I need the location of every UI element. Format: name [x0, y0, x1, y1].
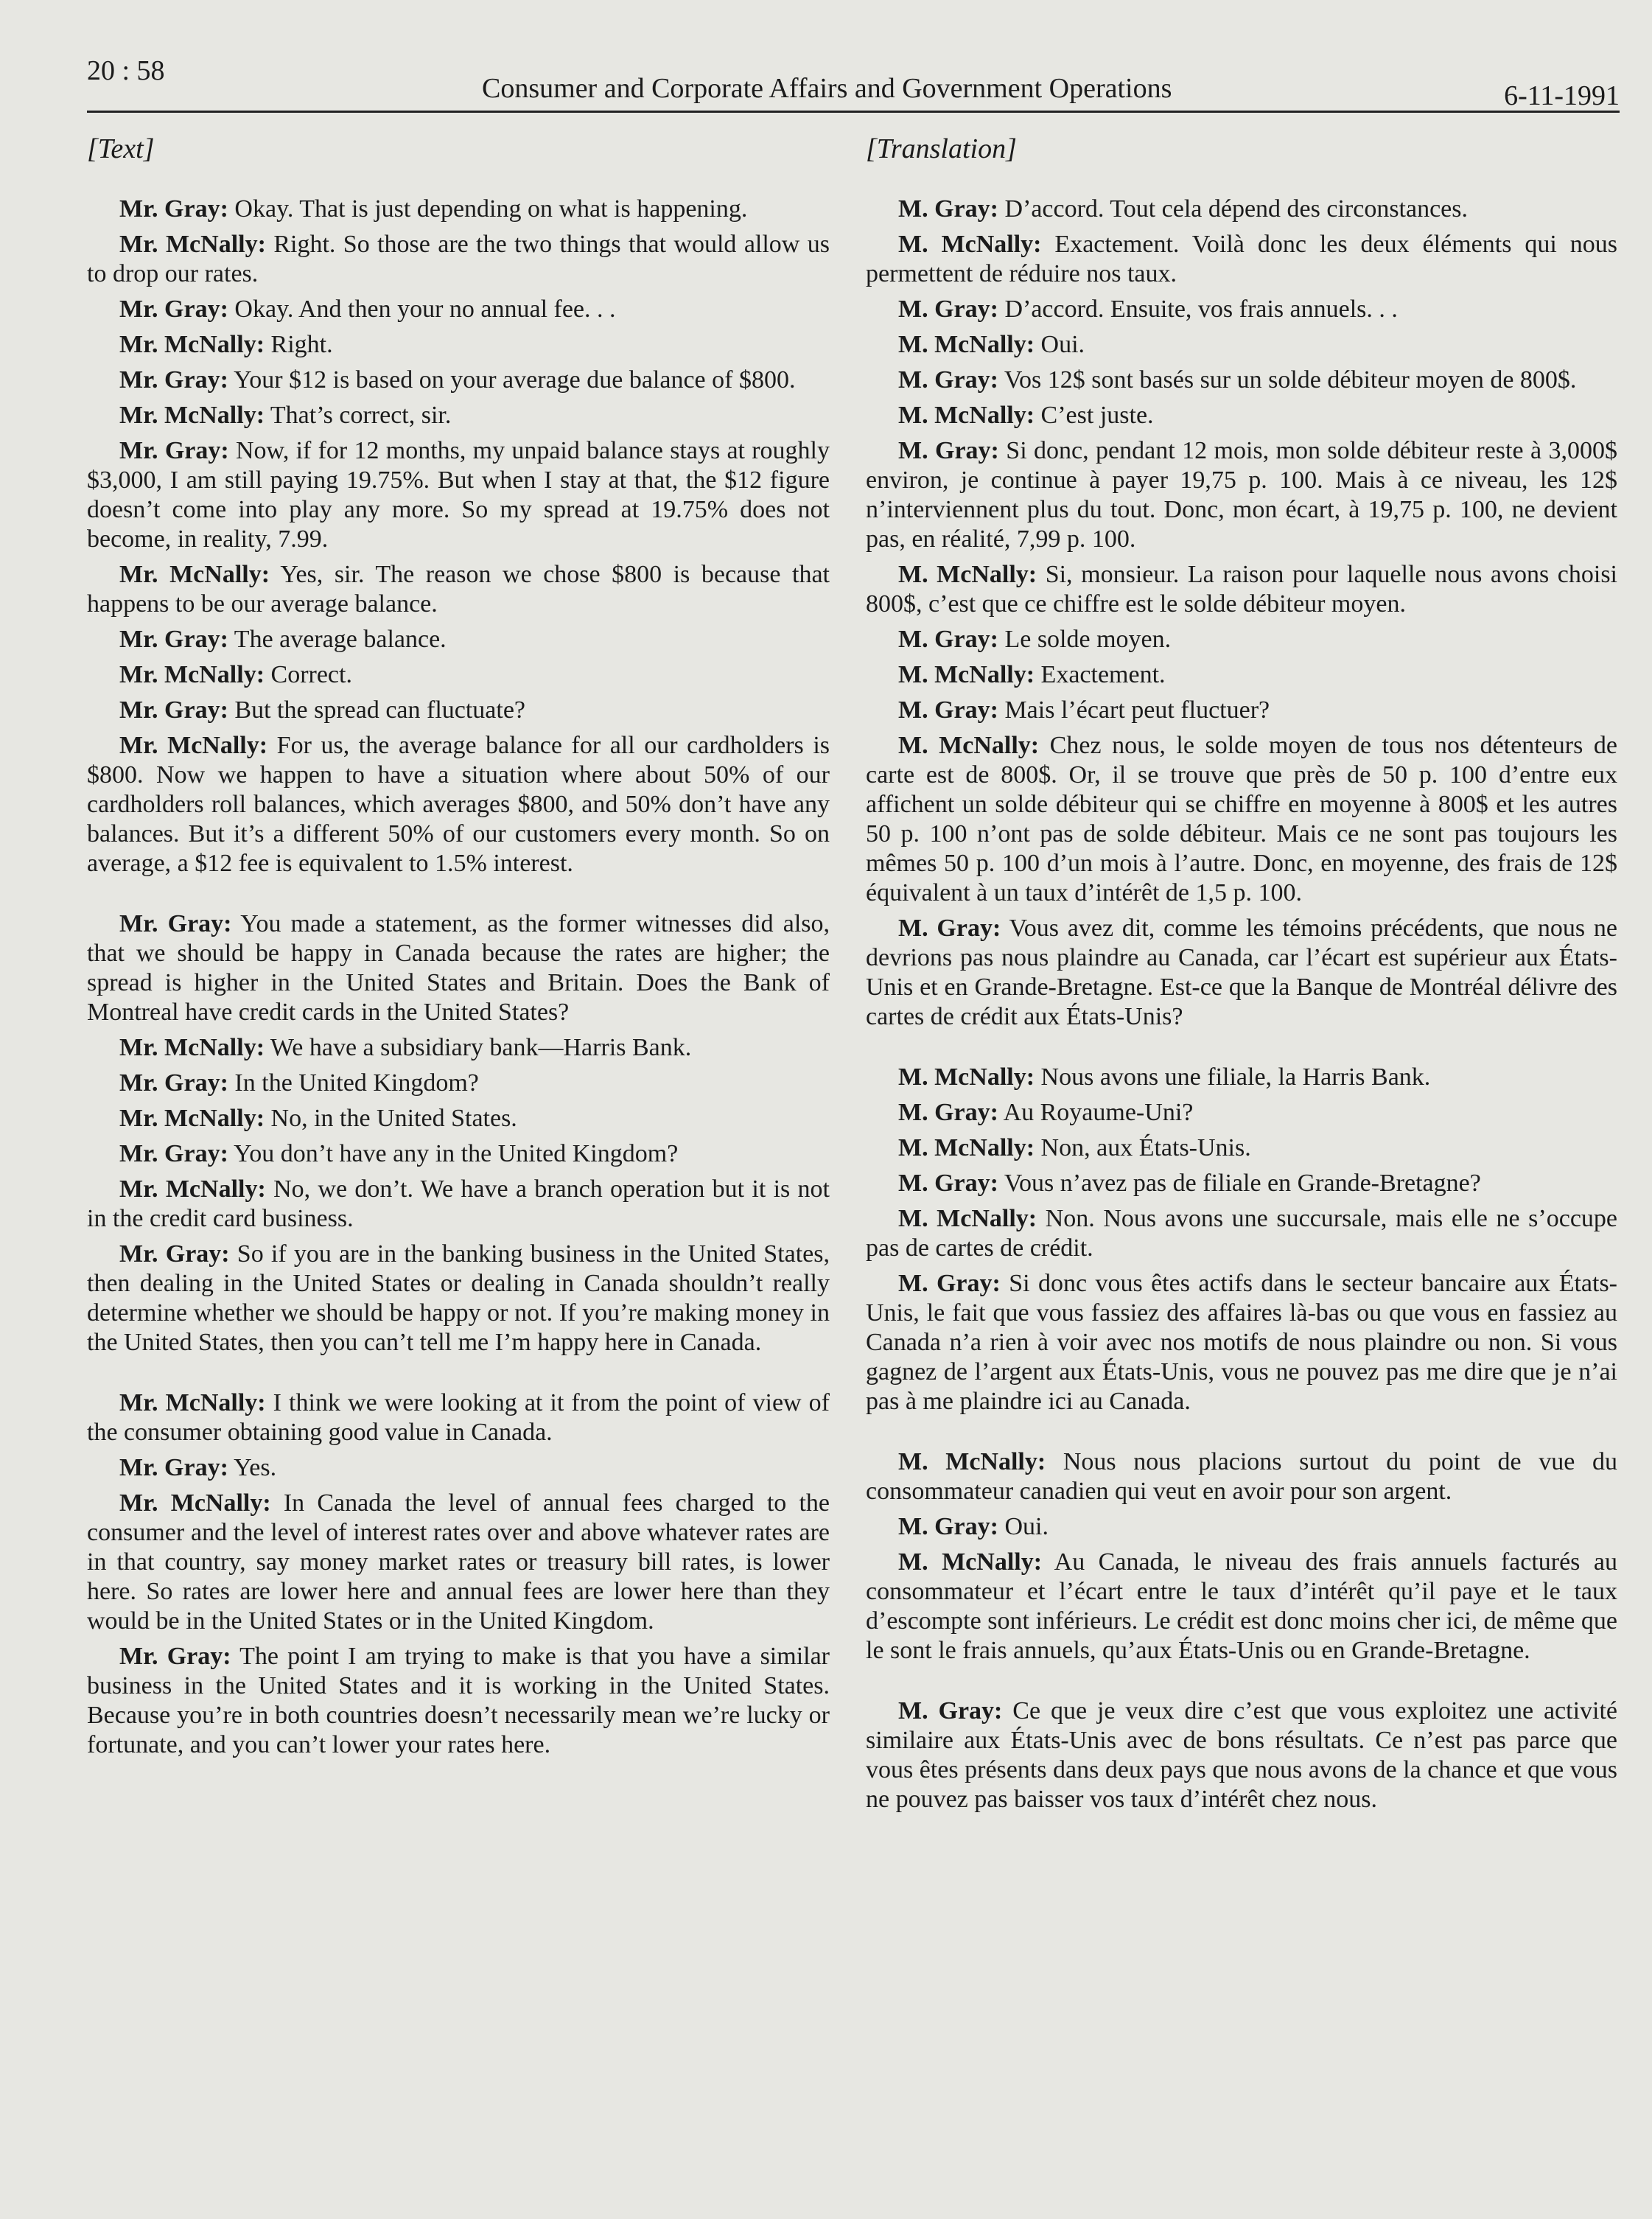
transcript-paragraph	[87, 195, 830, 224]
speech-text: You made a statement, as the former witnesses did also, that we should be happy in Canada because the rates are higher; the spread is higher in the United States and Britain. Does the Bank of Montreal have credit cards in the United States?	[87, 910, 830, 1026]
speaker-name: M. Gray:	[898, 626, 998, 653]
transcript-paragraph	[87, 1240, 830, 1357]
transcript-paragraph	[866, 1548, 1617, 1666]
speaker-name: M. Gray:	[898, 366, 998, 394]
transcript-paragraph	[866, 1098, 1617, 1128]
transcript-paragraph	[87, 436, 830, 554]
speaker-name: Mr. Gray:	[119, 696, 228, 724]
transcript-paragraph	[866, 230, 1617, 289]
speaker-name: Mr. McNally:	[119, 1105, 265, 1132]
speech-text: Your $12 is based on your average due balance of $800.	[228, 366, 796, 394]
transcript-paragraph	[87, 560, 830, 619]
transcript-paragraph	[87, 1139, 830, 1169]
speaker-name: Mr. McNally:	[119, 1489, 271, 1517]
transcript-paragraph	[866, 1269, 1617, 1416]
french-transcript	[866, 195, 1617, 1814]
speech-text: You don’t have any in the United Kingdom?	[228, 1140, 679, 1167]
speech-text: But the spread can fluctuate?	[228, 696, 526, 724]
transcript-paragraph	[866, 401, 1617, 430]
speaker-name: M. McNally:	[898, 732, 1040, 759]
transcript-paragraph	[87, 1388, 830, 1447]
page-header	[87, 49, 1620, 113]
speaker-name: Mr. Gray:	[119, 1240, 230, 1268]
speaker-name: Mr. McNally:	[119, 331, 265, 358]
speech-text: Correct.	[265, 661, 352, 688]
transcript-paragraph	[866, 660, 1617, 690]
transcript-paragraph	[866, 1133, 1617, 1163]
speech-text: Si donc, pendant 12 mois, mon solde débiteur reste à 3,000$ environ, je continue à payer 19,75 p. 100. Mais à ce niveau, les 12$ n’interviennent plus du tout. Donc, mon écart, à 19,75 p. 100, ne devient pas, en réalité, 7,99 p. 100.	[866, 437, 1617, 553]
speech-text: D’accord. Tout cela dépend des circonstances.	[998, 195, 1469, 223]
transcript-paragraph	[87, 1104, 830, 1133]
french-column	[866, 133, 1617, 1820]
speech-text: Oui.	[998, 1513, 1049, 1540]
transcript-paragraph	[87, 909, 830, 1027]
transcript-paragraph	[866, 1696, 1617, 1814]
transcript-paragraph	[866, 330, 1617, 360]
transcript-paragraph	[866, 195, 1617, 224]
speaker-name: Mr. Gray:	[119, 366, 228, 394]
speaker-name: M. McNally:	[898, 1134, 1035, 1161]
speech-text: Le solde moyen.	[998, 626, 1172, 653]
speaker-name: Mr. Gray:	[119, 626, 228, 653]
speaker-name: M. McNally:	[898, 231, 1042, 258]
speaker-name: M. Gray:	[898, 696, 998, 724]
transcript-paragraph	[87, 1033, 830, 1063]
speaker-name: M. Gray:	[898, 195, 998, 223]
speech-text: Nous nous placions surtout du point de vue du consommateur canadien qui veut en avoir pour son argent.	[866, 1448, 1617, 1505]
transcript-paragraph	[866, 696, 1617, 725]
transcript-paragraph	[866, 1512, 1617, 1542]
speech-text: The average balance.	[228, 626, 447, 653]
column-label-text: [Text]	[87, 133, 155, 164]
speech-text: Non. Nous avons une succursale, mais elle ne s’occupe pas de cartes de crédit.	[866, 1205, 1617, 1262]
speaker-name: Mr. Gray:	[119, 1140, 228, 1167]
speaker-name: M. Gray:	[898, 1170, 998, 1197]
speech-text: That’s correct, sir.	[265, 402, 452, 429]
transcript-paragraph	[866, 1447, 1617, 1506]
speaker-name: M. Gray:	[898, 1513, 998, 1540]
transcript-paragraph	[87, 295, 830, 324]
speech-text: Ce que je veux dire c’est que vous exploitez une activité similaire aux États-Unis avec de bons résultats. Ce n’est pas parce que vous êtes présents dans deux pays que nous avons de la chance et que vous ne pouvez pas baisser vos taux d’intérêt chez nous.	[866, 1697, 1617, 1813]
speaker-name: M. McNally:	[898, 1063, 1035, 1091]
speech-text: The point I am trying to make is that you have a similar business in the United States and it is working in the United States. Because you’re in both countries doesn’t necessarily mean we’re lucky or fortunate, and you can’t lower your rates here.	[87, 1643, 830, 1758]
speech-text: Exactement. Voilà donc les deux éléments qui nous permettent de réduire nos taux.	[866, 231, 1617, 287]
transcript-paragraph	[87, 330, 830, 360]
speaker-name: M. McNally:	[898, 661, 1035, 688]
speaker-name: Mr. McNally:	[119, 661, 265, 688]
page-date: 6-11-1991	[1504, 80, 1620, 111]
transcript-paragraph	[866, 560, 1617, 619]
speaker-name: Mr. McNally:	[119, 732, 268, 759]
speaker-name: Mr. McNally:	[119, 1175, 266, 1203]
transcript-paragraph	[866, 1063, 1617, 1092]
speech-text: Exactement.	[1035, 661, 1166, 688]
speaker-name: M. McNally:	[898, 331, 1035, 358]
transcript-paragraph	[866, 1204, 1617, 1263]
speaker-name: Mr. Gray:	[119, 910, 232, 937]
transcript-paragraph	[866, 914, 1617, 1032]
speaker-name: M. McNally:	[898, 1205, 1037, 1232]
speaker-name: M. Gray:	[898, 1099, 998, 1126]
transcript-paragraph	[87, 366, 830, 395]
column-label-translation: [Translation]	[866, 133, 1017, 164]
speech-text: C’est juste.	[1035, 402, 1154, 429]
speaker-name: Mr. Gray:	[119, 437, 229, 464]
transcript-paragraph	[87, 1489, 830, 1636]
english-column	[87, 133, 830, 1766]
speech-text: D’accord. Ensuite, vos frais annuels. . .	[998, 296, 1398, 323]
speech-text: Vos 12$ sont basés sur un solde débiteur moyen de 800$.	[998, 366, 1577, 394]
speech-text: No, in the United States.	[265, 1105, 517, 1132]
speaker-name: Mr. Gray:	[119, 1643, 231, 1670]
speaker-name: M. Gray:	[898, 1270, 1001, 1297]
transcript-paragraph	[87, 1069, 830, 1098]
speaker-name: M. Gray:	[898, 437, 999, 464]
speech-text: Si donc vous êtes actifs dans le secteur bancaire aux États-Unis, le fait que vous fassiez des affaires là-bas ou que vous en fassiez au Canada n’a rien à voir avec nos motifs de nous plaindre ou non. Si vous gagnez de l’argent aux États-Unis, vous ne pouvez pas me dire que je n’ai pas à me plaindre ici au Canada.	[866, 1270, 1617, 1415]
transcript-paragraph	[87, 1175, 830, 1234]
speech-text: So if you are in the banking business in the United States, then dealing in the United States or dealing in Canada shouldn’t really determine whether we should be happy or not. If you’re making money in the United States, then you can’t tell me I’m happy here in Canada.	[87, 1240, 830, 1356]
speaker-name: M. Gray:	[898, 1697, 1003, 1724]
transcript-paragraph	[866, 1169, 1617, 1198]
transcript-paragraph	[866, 366, 1617, 395]
speaker-name: Mr. Gray:	[119, 1454, 228, 1481]
speaker-name: Mr. McNally:	[119, 402, 265, 429]
speech-text: Okay. That is just depending on what is happening.	[228, 195, 748, 223]
speech-text: Au Royaume-Uni?	[998, 1099, 1194, 1126]
speech-text: Oui.	[1035, 331, 1085, 358]
running-title: Consumer and Corporate Affairs and Government Operations	[482, 73, 1172, 104]
speech-text: Yes, sir. The reason we chose $800 is because that happens to be our average balance.	[87, 561, 830, 618]
speech-text: Non, aux États-Unis.	[1035, 1134, 1251, 1161]
transcript-paragraph	[87, 230, 830, 289]
transcript-paragraph	[866, 295, 1617, 324]
speech-text: In the United Kingdom?	[228, 1069, 479, 1097]
speaker-name: Mr. Gray:	[119, 296, 228, 323]
speaker-name: M. McNally:	[898, 561, 1037, 588]
speech-text: Right.	[265, 331, 333, 358]
speech-text: Nous avons une filiale, la Harris Bank.	[1035, 1063, 1431, 1091]
page-number: 20 : 58	[87, 55, 165, 86]
speaker-name: Mr. Gray:	[119, 195, 228, 223]
speaker-name: M. McNally:	[898, 1448, 1046, 1475]
speaker-name: Mr. McNally:	[119, 1389, 266, 1416]
speech-text: Mais l’écart peut fluctuer?	[998, 696, 1270, 724]
speech-text: Right. So those are the two things that would allow us to drop our rates.	[87, 231, 830, 287]
english-transcript	[87, 195, 830, 1760]
speech-text: I think we were looking at it from the point of view of the consumer obtaining good value in Canada.	[87, 1389, 830, 1446]
speech-text: No, we don’t. We have a branch operation but it is not in the credit card business.	[87, 1175, 830, 1232]
transcript-paragraph	[87, 660, 830, 690]
transcript-paragraph	[866, 731, 1617, 908]
speech-text: Chez nous, le solde moyen de tous nos détenteurs de carte est de 800$. Or, il se trouve que près de 50 p. 100 d’entre eux affichent un solde débiteur qui se chiffre en moyenne à 800$ et les autres 50 p. 100 n’ont pas de solde débiteur. Mais ce ne sont pas toujours les mêmes 50 p. 100 d’un mois à l’autre. Donc, en moyenne, des frais de 12$ équivalent à un taux d’intérêt de 1,5 p. 100.	[866, 732, 1617, 906]
transcript-paragraph	[87, 401, 830, 430]
speaker-name: M. Gray:	[898, 915, 1001, 942]
speech-text: Au Canada, le niveau des frais annuels facturés au consommateur et l’écart entre le taux d’intérêt qu’il paye et le taux d’escompte sont inférieurs. Le crédit est donc moins cher ici, de même que le sont le frais annuels, qu’aux États-Unis ou en Grande-Bretagne.	[866, 1548, 1617, 1664]
speaker-name: M. McNally:	[898, 1548, 1043, 1576]
speech-text: Okay. And then your no annual fee. . .	[228, 296, 616, 323]
speaker-name: Mr. McNally:	[119, 1034, 265, 1061]
speech-text: For us, the average balance for all our cardholders is $800. Now we happen to have a situation where about 50% of our cardholders roll balances, which averages $800, and 50% don’t have any balances. But it’s a different 50% of our customers every month. So on average, a $12 fee is equivalent to 1.5% interest.	[87, 732, 830, 877]
transcript-paragraph	[87, 1453, 830, 1483]
speaker-name: Mr. McNally:	[119, 561, 270, 588]
transcript-paragraph	[87, 731, 830, 878]
speech-text: Now, if for 12 months, my unpaid balance stays at roughly $3,000, I am still paying 19.75%. But when I stay at that, the $12 figure doesn’t come into play any more. So my spread at 19.75% does not become, in reality, 7.99.	[87, 437, 830, 553]
speaker-name: M. Gray:	[898, 296, 998, 323]
speech-text: Vous n’avez pas de filiale en Grande-Bretagne?	[998, 1170, 1481, 1197]
transcript-paragraph	[87, 696, 830, 725]
speech-text: In Canada the level of annual fees charged to the consumer and the level of interest rates over and above whatever rates are in that country, say money market rates or treasury bill rates, is lower here. So rates are lower here and annual fees are lower here than they would be in the United States or in the United Kingdom.	[87, 1489, 830, 1635]
transcript-paragraph	[87, 1642, 830, 1760]
transcript-paragraph	[866, 436, 1617, 554]
speech-text: Yes.	[228, 1454, 277, 1481]
speech-text: Si, monsieur. La raison pour laquelle nous avons choisi 800$, c’est que ce chiffre est le solde débiteur moyen.	[866, 561, 1617, 618]
transcript-paragraph	[87, 625, 830, 654]
speech-text: Vous avez dit, comme les témoins précédents, que nous ne devrions pas nous plaindre au Canada, car l’écart est supérieur aux États-Unis et en Grande-Bretagne. Est-ce que la Banque de Montréal délivre des cartes de crédit aux États-Unis?	[866, 915, 1617, 1030]
speaker-name: Mr. McNally:	[119, 231, 266, 258]
speech-text: We have a subsidiary bank—Harris Bank.	[265, 1034, 692, 1061]
transcript-paragraph	[866, 625, 1617, 654]
speaker-name: M. McNally:	[898, 402, 1035, 429]
speaker-name: Mr. Gray:	[119, 1069, 228, 1097]
